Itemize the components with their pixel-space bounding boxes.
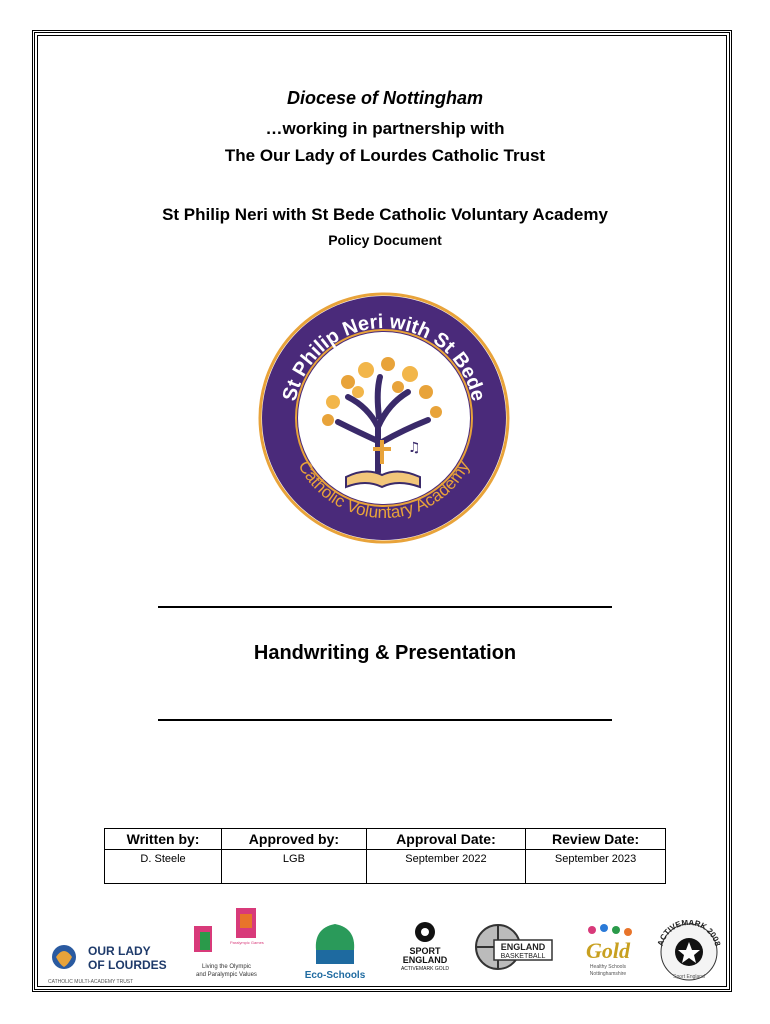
value-written-by: D. Steele — [105, 850, 222, 884]
trust-name: The Our Lady of Lourdes Catholic Trust — [224, 146, 546, 165]
activemark-text: ACTIVEMARK 2008 — [655, 920, 723, 948]
basketball-line1: ENGLAND — [500, 942, 546, 952]
lourdes-line3: CATHOLIC MULTI-ACADEMY TRUST — [48, 979, 134, 985]
crest-top-text: St Philip Neri with St Bede — [278, 310, 490, 404]
divider-bottom — [158, 719, 612, 721]
healthy-schools-gold-logo — [570, 922, 644, 978]
england-basketball-logo — [472, 922, 556, 972]
header-approved-by: Approved by: — [222, 829, 367, 850]
value-approval-date: September 2022 — [366, 850, 525, 884]
document-title: Handwriting & Presentation — [253, 642, 517, 664]
table-header-row — [105, 829, 666, 850]
activemark-logo — [654, 920, 724, 982]
header-approval-date: Approval Date: — [366, 829, 525, 850]
school-name: St Philip Neri with St Bede Catholic Voluntary Academy — [162, 205, 608, 224]
gold-text: Gold — [586, 938, 630, 963]
lourdes-line2: OF LOURDES — [88, 958, 167, 972]
sport-line1: SPORT — [409, 946, 441, 956]
school-crest-logo — [258, 292, 510, 544]
header-written-by: Written by: — [105, 829, 222, 850]
partnership-line: …working in partnership with — [265, 119, 505, 138]
sport-england-logo — [392, 920, 458, 974]
crest-bottom-text: Catholic Voluntary Academy — [294, 457, 474, 523]
olympic-caption-line2: and Paralympic Values — [196, 972, 257, 978]
basketball-line2: BASKETBALL — [500, 953, 546, 960]
music-note-icon: ♫ — [408, 440, 421, 456]
olympic-caption-line1: Living the Olympic — [202, 964, 252, 970]
table-row — [105, 850, 666, 884]
approval-table — [104, 828, 666, 884]
lourdes-line1: OUR LADY — [88, 944, 151, 958]
activemark-bottom-text: Sport England — [673, 974, 705, 980]
gold-small-text: Healthy Schools — [589, 964, 627, 970]
divider-top — [158, 606, 612, 608]
header-review-date: Review Date: — [526, 829, 666, 850]
sport-line2: ENGLAND — [402, 955, 448, 965]
value-approved-by: LGB — [222, 850, 367, 884]
document-type: Policy Document — [328, 232, 442, 248]
gold-small-text-2: Nottinghamshire — [589, 971, 627, 977]
diocese-heading: Diocese of Nottingham — [286, 88, 483, 108]
olympic-small-text: Paralympic Games — [230, 940, 264, 945]
sport-line3: ACTIVEMARK GOLD — [400, 966, 450, 972]
eco-schools-logo — [302, 920, 368, 982]
value-review-date: September 2023 — [526, 850, 666, 884]
our-lady-of-lourdes-logo — [46, 935, 178, 987]
olympic-values-logo — [192, 906, 272, 980]
book-icon — [346, 471, 420, 487]
eco-schools-text: Eco-Schools — [304, 970, 366, 981]
